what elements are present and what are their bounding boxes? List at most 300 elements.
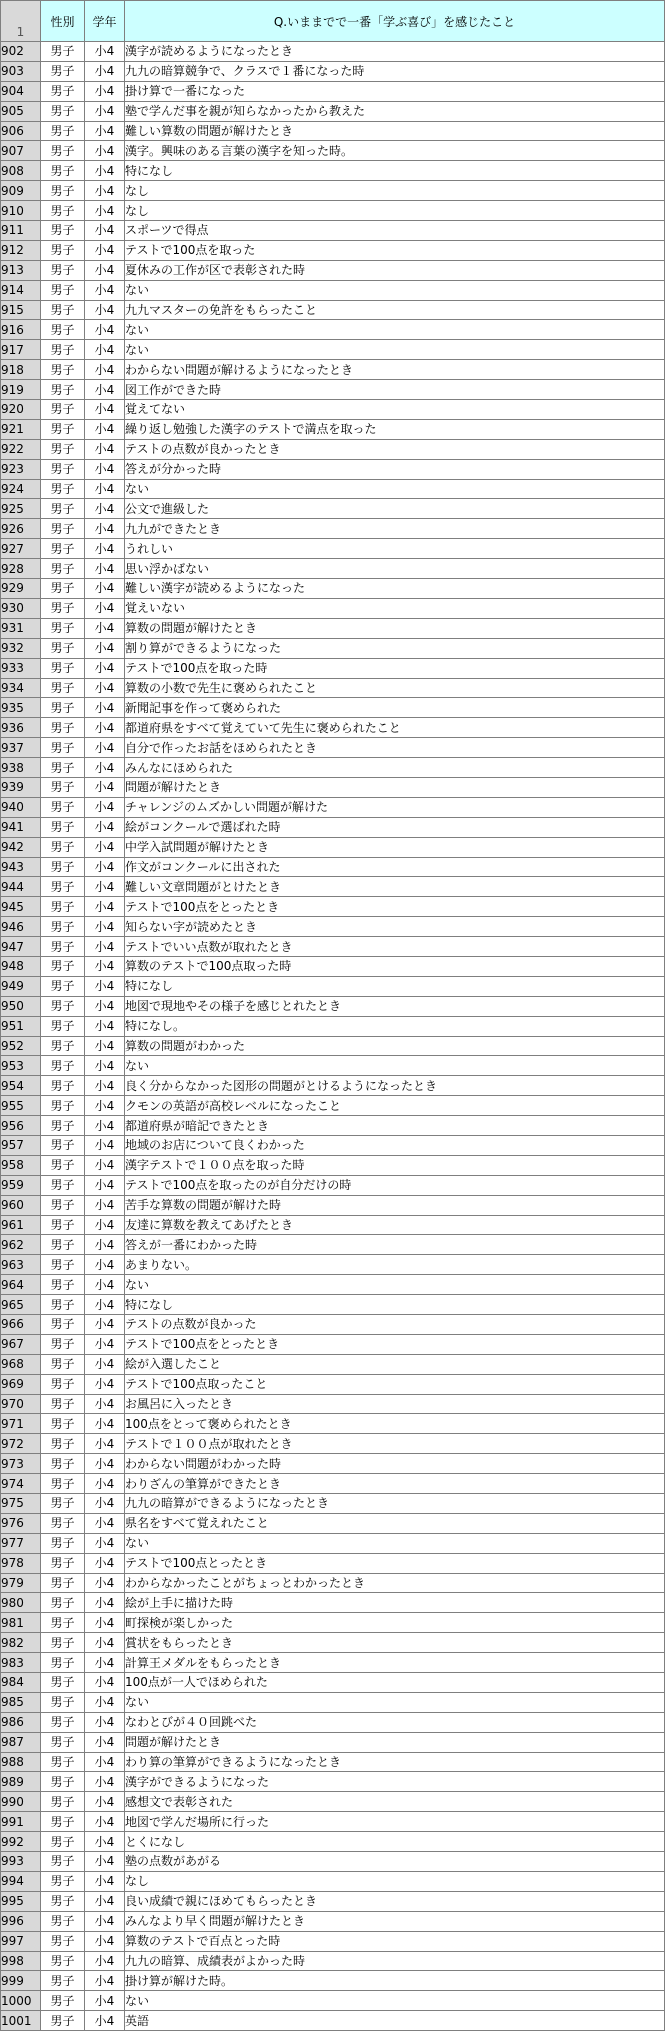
grade-cell[interactable]: 小4: [85, 738, 125, 758]
sex-cell[interactable]: 男子: [41, 837, 85, 857]
sex-cell[interactable]: 男子: [41, 1474, 85, 1494]
answer-cell[interactable]: 九九ができたとき: [125, 519, 665, 539]
answer-cell[interactable]: 苦手な算数の問題が解けた時: [125, 1195, 665, 1215]
row-number-cell[interactable]: 993: [1, 1852, 41, 1872]
answer-cell[interactable]: 良く分からなかった図形の問題がとけるようになったとき: [125, 1076, 665, 1096]
row-number-cell[interactable]: 967: [1, 1334, 41, 1354]
row-number-cell[interactable]: 940: [1, 797, 41, 817]
grade-cell[interactable]: 小4: [85, 81, 125, 101]
row-number-cell[interactable]: 990: [1, 1792, 41, 1812]
row-number-cell[interactable]: 985: [1, 1692, 41, 1712]
row-number-cell[interactable]: 958: [1, 1155, 41, 1175]
row-number-cell[interactable]: 973: [1, 1454, 41, 1474]
answer-cell[interactable]: 問題が解けたとき: [125, 1732, 665, 1752]
grade-cell[interactable]: 小4: [85, 1056, 125, 1076]
row-number-cell[interactable]: 968: [1, 1354, 41, 1374]
row-number-cell[interactable]: 919: [1, 380, 41, 400]
sex-cell[interactable]: 男子: [41, 1573, 85, 1593]
answer-cell[interactable]: 思い浮かばない: [125, 559, 665, 579]
answer-cell[interactable]: 繰り返し勉強した漢字のテストで満点を取った: [125, 419, 665, 439]
answer-cell[interactable]: 漢字。興味のある言葉の漢字を知った時。: [125, 141, 665, 161]
sex-cell[interactable]: 男子: [41, 300, 85, 320]
answer-cell[interactable]: 特になし: [125, 161, 665, 181]
grade-cell[interactable]: 小4: [85, 1852, 125, 1872]
row-number-cell[interactable]: 977: [1, 1533, 41, 1553]
grade-cell[interactable]: 小4: [85, 877, 125, 897]
sex-cell[interactable]: 男子: [41, 181, 85, 201]
row-number-cell[interactable]: 997: [1, 1931, 41, 1951]
grade-cell[interactable]: 小4: [85, 1096, 125, 1116]
grade-cell[interactable]: 小4: [85, 976, 125, 996]
answer-cell[interactable]: 都道府県をすべて覚えていて先生に褒められたこと: [125, 718, 665, 738]
sex-cell[interactable]: 男子: [41, 1374, 85, 1394]
row-number-cell[interactable]: 962: [1, 1235, 41, 1255]
answer-cell[interactable]: 自分で作ったお話をほめられたとき: [125, 738, 665, 758]
grade-cell[interactable]: 小4: [85, 340, 125, 360]
answer-cell[interactable]: 覚えいない: [125, 598, 665, 618]
sex-cell[interactable]: 男子: [41, 1673, 85, 1693]
sex-cell[interactable]: 男子: [41, 81, 85, 101]
sex-cell[interactable]: 男子: [41, 419, 85, 439]
sex-cell[interactable]: 男子: [41, 857, 85, 877]
answer-cell[interactable]: 塾の点数があがる: [125, 1852, 665, 1872]
grade-cell[interactable]: 小4: [85, 658, 125, 678]
row-number-cell[interactable]: 991: [1, 1812, 41, 1832]
row-number-cell[interactable]: 972: [1, 1434, 41, 1454]
answer-cell[interactable]: ない: [125, 320, 665, 340]
row-number-cell[interactable]: 975: [1, 1494, 41, 1514]
grade-cell[interactable]: 小4: [85, 1215, 125, 1235]
answer-cell[interactable]: 良い成績で親にほめてもらったとき: [125, 1891, 665, 1911]
row-number-cell[interactable]: 964: [1, 1275, 41, 1295]
row-number-cell[interactable]: 966: [1, 1315, 41, 1335]
sex-cell[interactable]: 男子: [41, 1155, 85, 1175]
answer-cell[interactable]: 絵がコンクールで選ばれた時: [125, 817, 665, 837]
answer-cell[interactable]: 特になし: [125, 976, 665, 996]
row-number-cell[interactable]: 903: [1, 61, 41, 81]
answer-cell[interactable]: チャレンジのムズかしい問題が解けた: [125, 797, 665, 817]
row-number-cell[interactable]: 992: [1, 1832, 41, 1852]
grade-cell[interactable]: 小4: [85, 1295, 125, 1315]
answer-cell[interactable]: 地図で現地やその様子を感じとれたとき: [125, 996, 665, 1016]
row-number-header[interactable]: 1: [1, 1, 41, 42]
answer-cell[interactable]: 九九の暗算ができるようになったとき: [125, 1494, 665, 1514]
grade-cell[interactable]: 小4: [85, 1334, 125, 1354]
row-number-cell[interactable]: 917: [1, 340, 41, 360]
sex-cell[interactable]: 男子: [41, 340, 85, 360]
answer-cell[interactable]: みんなより早く問題が解けたとき: [125, 1911, 665, 1931]
answer-cell[interactable]: わりざんの筆算ができたとき: [125, 1474, 665, 1494]
grade-cell[interactable]: 小4: [85, 837, 125, 857]
answer-cell[interactable]: 100点が一人でほめられた: [125, 1673, 665, 1693]
grade-cell[interactable]: 小4: [85, 797, 125, 817]
answer-cell[interactable]: 漢字テストで１００点を取った時: [125, 1155, 665, 1175]
grade-cell[interactable]: 小4: [85, 1533, 125, 1553]
row-number-cell[interactable]: 910: [1, 201, 41, 221]
sex-cell[interactable]: 男子: [41, 1175, 85, 1195]
row-number-cell[interactable]: 980: [1, 1593, 41, 1613]
grade-cell[interactable]: 小4: [85, 1036, 125, 1056]
sex-cell[interactable]: 男子: [41, 439, 85, 459]
row-number-cell[interactable]: 999: [1, 1971, 41, 1991]
sex-cell[interactable]: 男子: [41, 559, 85, 579]
answer-cell[interactable]: 掛け算が解けた時。: [125, 1971, 665, 1991]
sex-cell[interactable]: 男子: [41, 479, 85, 499]
answer-cell[interactable]: 割り算ができるようになった: [125, 638, 665, 658]
sex-cell[interactable]: 男子: [41, 1434, 85, 1454]
row-number-cell[interactable]: 960: [1, 1195, 41, 1215]
grade-cell[interactable]: 小4: [85, 201, 125, 221]
answer-cell[interactable]: 漢字ができるようになった: [125, 1772, 665, 1792]
grade-cell[interactable]: 小4: [85, 1692, 125, 1712]
answer-cell[interactable]: わり算の筆算ができるようになったとき: [125, 1752, 665, 1772]
grade-cell[interactable]: 小4: [85, 777, 125, 797]
row-number-cell[interactable]: 942: [1, 837, 41, 857]
sex-cell[interactable]: 男子: [41, 459, 85, 479]
grade-cell[interactable]: 小4: [85, 638, 125, 658]
answer-cell[interactable]: とくになし: [125, 1832, 665, 1852]
answer-cell[interactable]: クモンの英語が高校レベルになったこと: [125, 1096, 665, 1116]
row-number-cell[interactable]: 957: [1, 1135, 41, 1155]
sex-cell[interactable]: 男子: [41, 1255, 85, 1275]
answer-cell[interactable]: なわとびが４０回跳べた: [125, 1712, 665, 1732]
row-number-cell[interactable]: 934: [1, 678, 41, 698]
sex-cell[interactable]: 男子: [41, 101, 85, 121]
grade-cell[interactable]: 小4: [85, 121, 125, 141]
grade-cell[interactable]: 小4: [85, 1513, 125, 1533]
grade-cell[interactable]: 小4: [85, 240, 125, 260]
grade-cell[interactable]: 小4: [85, 559, 125, 579]
answer-cell[interactable]: 絵が入選したこと: [125, 1354, 665, 1374]
row-number-cell[interactable]: 920: [1, 400, 41, 420]
grade-cell[interactable]: 小4: [85, 300, 125, 320]
sex-cell[interactable]: 男子: [41, 1016, 85, 1036]
answer-cell[interactable]: あまりない。: [125, 1255, 665, 1275]
sex-cell[interactable]: 男子: [41, 1812, 85, 1832]
sex-cell[interactable]: 男子: [41, 1096, 85, 1116]
grade-cell[interactable]: 小4: [85, 1135, 125, 1155]
grade-cell[interactable]: 小4: [85, 1871, 125, 1891]
row-number-cell[interactable]: 914: [1, 280, 41, 300]
answer-cell[interactable]: 覚えてない: [125, 400, 665, 420]
sex-cell[interactable]: 男子: [41, 1215, 85, 1235]
grade-cell[interactable]: 小4: [85, 439, 125, 459]
grade-cell[interactable]: 小4: [85, 1394, 125, 1414]
sex-cell[interactable]: 男子: [41, 1951, 85, 1971]
answer-cell[interactable]: 難しい文章問題がとけたとき: [125, 877, 665, 897]
row-number-cell[interactable]: 988: [1, 1752, 41, 1772]
answer-cell[interactable]: 賞状をもらったとき: [125, 1633, 665, 1653]
grade-cell[interactable]: 小4: [85, 141, 125, 161]
grade-cell[interactable]: 小4: [85, 1235, 125, 1255]
sex-cell[interactable]: 男子: [41, 320, 85, 340]
row-number-cell[interactable]: 944: [1, 877, 41, 897]
row-number-cell[interactable]: 906: [1, 121, 41, 141]
row-number-cell[interactable]: 959: [1, 1175, 41, 1195]
grade-cell[interactable]: 小4: [85, 1454, 125, 1474]
grade-cell[interactable]: 小4: [85, 1354, 125, 1374]
answer-cell[interactable]: ない: [125, 1991, 665, 2011]
row-number-cell[interactable]: 979: [1, 1573, 41, 1593]
sex-cell[interactable]: 男子: [41, 1295, 85, 1315]
grade-cell[interactable]: 小4: [85, 698, 125, 718]
sex-cell[interactable]: 男子: [41, 777, 85, 797]
row-number-cell[interactable]: 974: [1, 1474, 41, 1494]
grade-cell[interactable]: 小4: [85, 161, 125, 181]
sex-cell[interactable]: 男子: [41, 618, 85, 638]
row-number-cell[interactable]: 946: [1, 917, 41, 937]
row-number-cell[interactable]: 936: [1, 718, 41, 738]
sex-cell[interactable]: 男子: [41, 1354, 85, 1374]
sex-cell[interactable]: 男子: [41, 1414, 85, 1434]
row-number-cell[interactable]: 916: [1, 320, 41, 340]
sex-cell[interactable]: 男子: [41, 1076, 85, 1096]
answer-cell[interactable]: ない: [125, 1275, 665, 1295]
answer-cell[interactable]: テストで100点を取った時: [125, 658, 665, 678]
grade-cell[interactable]: 小4: [85, 1315, 125, 1335]
answer-cell[interactable]: 算数の小数で先生に褒められたこと: [125, 678, 665, 698]
answer-cell[interactable]: 町探検が楽しかった: [125, 1613, 665, 1633]
row-number-cell[interactable]: 907: [1, 141, 41, 161]
grade-cell[interactable]: 小4: [85, 1732, 125, 1752]
sex-cell[interactable]: 男子: [41, 1513, 85, 1533]
row-number-cell[interactable]: 984: [1, 1673, 41, 1693]
answer-cell[interactable]: テストでいい点数が取れたとき: [125, 937, 665, 957]
grade-cell[interactable]: 小4: [85, 280, 125, 300]
answer-cell[interactable]: 特になし。: [125, 1016, 665, 1036]
grade-cell[interactable]: 小4: [85, 1911, 125, 1931]
sex-cell[interactable]: 男子: [41, 718, 85, 738]
grade-cell[interactable]: 小4: [85, 1752, 125, 1772]
sex-cell[interactable]: 男子: [41, 937, 85, 957]
grade-cell[interactable]: 小4: [85, 1374, 125, 1394]
row-number-cell[interactable]: 911: [1, 221, 41, 241]
answer-cell[interactable]: 感想文で表彰された: [125, 1792, 665, 1812]
grade-cell[interactable]: 小4: [85, 2011, 125, 2031]
grade-cell[interactable]: 小4: [85, 1991, 125, 2011]
sex-cell[interactable]: 男子: [41, 1752, 85, 1772]
answer-cell[interactable]: テストで１００点が取れたとき: [125, 1434, 665, 1454]
grade-cell[interactable]: 小4: [85, 917, 125, 937]
row-number-cell[interactable]: 1001: [1, 2011, 41, 2031]
sex-cell[interactable]: 男子: [41, 1971, 85, 1991]
row-number-cell[interactable]: 986: [1, 1712, 41, 1732]
row-number-cell[interactable]: 918: [1, 360, 41, 380]
row-number-cell[interactable]: 947: [1, 937, 41, 957]
answer-cell[interactable]: 掛け算で一番になった: [125, 81, 665, 101]
question-column-header[interactable]: Q.いままでで一番「学ぶ喜び」を感じたこと: [125, 1, 665, 42]
row-number-cell[interactable]: 948: [1, 956, 41, 976]
row-number-cell[interactable]: 909: [1, 181, 41, 201]
answer-cell[interactable]: 中学入試問題が解けたとき: [125, 837, 665, 857]
answer-cell[interactable]: 答えが一番にわかった時: [125, 1235, 665, 1255]
answer-cell[interactable]: ない: [125, 479, 665, 499]
grade-cell[interactable]: 小4: [85, 1494, 125, 1514]
sex-cell[interactable]: 男子: [41, 1394, 85, 1414]
sex-cell[interactable]: 男子: [41, 42, 85, 62]
answer-cell[interactable]: 答えが分かった時: [125, 459, 665, 479]
sex-cell[interactable]: 男子: [41, 1792, 85, 1812]
grade-cell[interactable]: 小4: [85, 419, 125, 439]
grade-cell[interactable]: 小4: [85, 1195, 125, 1215]
grade-cell[interactable]: 小4: [85, 400, 125, 420]
answer-cell[interactable]: ない: [125, 340, 665, 360]
sex-cell[interactable]: 男子: [41, 956, 85, 976]
grade-cell[interactable]: 小4: [85, 956, 125, 976]
row-number-cell[interactable]: 930: [1, 598, 41, 618]
grade-cell[interactable]: 小4: [85, 579, 125, 599]
grade-cell[interactable]: 小4: [85, 1891, 125, 1911]
sex-column-header[interactable]: 性別: [41, 1, 85, 42]
sex-cell[interactable]: 男子: [41, 1832, 85, 1852]
answer-cell[interactable]: 友達に算数を教えてあげたとき: [125, 1215, 665, 1235]
answer-cell[interactable]: 算数のテストで100点取った時: [125, 956, 665, 976]
row-number-cell[interactable]: 928: [1, 559, 41, 579]
answer-cell[interactable]: テストで100点を取ったのが自分だけの時: [125, 1175, 665, 1195]
row-number-cell[interactable]: 932: [1, 638, 41, 658]
row-number-cell[interactable]: 924: [1, 479, 41, 499]
row-number-cell[interactable]: 981: [1, 1613, 41, 1633]
sex-cell[interactable]: 男子: [41, 1533, 85, 1553]
grade-cell[interactable]: 小4: [85, 1474, 125, 1494]
grade-cell[interactable]: 小4: [85, 1573, 125, 1593]
grade-cell[interactable]: 小4: [85, 897, 125, 917]
sex-cell[interactable]: 男子: [41, 1871, 85, 1891]
row-number-cell[interactable]: 931: [1, 618, 41, 638]
answer-cell[interactable]: 新聞記事を作って褒められた: [125, 698, 665, 718]
row-number-cell[interactable]: 933: [1, 658, 41, 678]
grade-cell[interactable]: 小4: [85, 718, 125, 738]
row-number-cell[interactable]: 978: [1, 1553, 41, 1573]
sex-cell[interactable]: 男子: [41, 360, 85, 380]
grade-cell[interactable]: 小4: [85, 101, 125, 121]
row-number-cell[interactable]: 971: [1, 1414, 41, 1434]
row-number-cell[interactable]: 902: [1, 42, 41, 62]
answer-cell[interactable]: 算数の問題が解けたとき: [125, 618, 665, 638]
grade-cell[interactable]: 小4: [85, 618, 125, 638]
grade-cell[interactable]: 小4: [85, 499, 125, 519]
row-number-cell[interactable]: 921: [1, 419, 41, 439]
row-number-cell[interactable]: 955: [1, 1096, 41, 1116]
grade-cell[interactable]: 小4: [85, 519, 125, 539]
answer-cell[interactable]: ない: [125, 1056, 665, 1076]
sex-cell[interactable]: 男子: [41, 1852, 85, 1872]
row-number-cell[interactable]: 952: [1, 1036, 41, 1056]
sex-cell[interactable]: 男子: [41, 1056, 85, 1076]
grade-cell[interactable]: 小4: [85, 996, 125, 1016]
row-number-cell[interactable]: 941: [1, 817, 41, 837]
sex-cell[interactable]: 男子: [41, 1334, 85, 1354]
grade-cell[interactable]: 小4: [85, 1971, 125, 1991]
row-number-cell[interactable]: 939: [1, 777, 41, 797]
answer-cell[interactable]: テストで100点とったとき: [125, 1553, 665, 1573]
sex-cell[interactable]: 男子: [41, 1931, 85, 1951]
sex-cell[interactable]: 男子: [41, 917, 85, 937]
answer-cell[interactable]: 作文がコンクールに出された: [125, 857, 665, 877]
sex-cell[interactable]: 男子: [41, 817, 85, 837]
sex-cell[interactable]: 男子: [41, 2011, 85, 2031]
answer-cell[interactable]: テストの点数が良かった: [125, 1315, 665, 1335]
answer-cell[interactable]: テストで100点を取った: [125, 240, 665, 260]
sex-cell[interactable]: 男子: [41, 519, 85, 539]
grade-cell[interactable]: 小4: [85, 1076, 125, 1096]
sex-cell[interactable]: 男子: [41, 380, 85, 400]
sex-cell[interactable]: 男子: [41, 1553, 85, 1573]
row-number-cell[interactable]: 998: [1, 1951, 41, 1971]
grade-cell[interactable]: 小4: [85, 459, 125, 479]
row-number-cell[interactable]: 969: [1, 1374, 41, 1394]
row-number-cell[interactable]: 923: [1, 459, 41, 479]
grade-cell[interactable]: 小4: [85, 1712, 125, 1732]
row-number-cell[interactable]: 995: [1, 1891, 41, 1911]
row-number-cell[interactable]: 953: [1, 1056, 41, 1076]
answer-cell[interactable]: 漢字が読めるようになったとき: [125, 42, 665, 62]
answer-cell[interactable]: テストの点数が良かったとき: [125, 439, 665, 459]
sex-cell[interactable]: 男子: [41, 1613, 85, 1633]
sex-cell[interactable]: 男子: [41, 976, 85, 996]
answer-cell[interactable]: スポーツで得点: [125, 221, 665, 241]
sex-cell[interactable]: 男子: [41, 1235, 85, 1255]
grade-cell[interactable]: 小4: [85, 817, 125, 837]
row-number-cell[interactable]: 956: [1, 1116, 41, 1136]
answer-cell[interactable]: テストで100点取ったこと: [125, 1374, 665, 1394]
sex-cell[interactable]: 男子: [41, 201, 85, 221]
row-number-cell[interactable]: 982: [1, 1633, 41, 1653]
sex-cell[interactable]: 男子: [41, 598, 85, 618]
answer-cell[interactable]: 絵が上手に描けた時: [125, 1593, 665, 1613]
grade-cell[interactable]: 小4: [85, 1792, 125, 1812]
answer-cell[interactable]: 九九の暗算、成績表がよかった時: [125, 1951, 665, 1971]
sex-cell[interactable]: 男子: [41, 638, 85, 658]
sex-cell[interactable]: 男子: [41, 1991, 85, 2011]
row-number-cell[interactable]: 983: [1, 1653, 41, 1673]
sex-cell[interactable]: 男子: [41, 698, 85, 718]
answer-cell[interactable]: お風呂に入ったとき: [125, 1394, 665, 1414]
sex-cell[interactable]: 男子: [41, 240, 85, 260]
row-number-cell[interactable]: 994: [1, 1871, 41, 1891]
sex-cell[interactable]: 男子: [41, 61, 85, 81]
row-number-cell[interactable]: 951: [1, 1016, 41, 1036]
answer-cell[interactable]: うれしい: [125, 539, 665, 559]
row-number-cell[interactable]: 963: [1, 1255, 41, 1275]
grade-cell[interactable]: 小4: [85, 1772, 125, 1792]
sex-cell[interactable]: 男子: [41, 1195, 85, 1215]
grade-cell[interactable]: 小4: [85, 857, 125, 877]
row-number-cell[interactable]: 976: [1, 1513, 41, 1533]
sex-cell[interactable]: 男子: [41, 260, 85, 280]
row-number-cell[interactable]: 1000: [1, 1991, 41, 2011]
grade-cell[interactable]: 小4: [85, 758, 125, 778]
sex-cell[interactable]: 男子: [41, 1772, 85, 1792]
grade-cell[interactable]: 小4: [85, 1931, 125, 1951]
row-number-cell[interactable]: 945: [1, 897, 41, 917]
answer-cell[interactable]: テストで100点をとったとき: [125, 897, 665, 917]
grade-cell[interactable]: 小4: [85, 539, 125, 559]
answer-cell[interactable]: ない: [125, 1692, 665, 1712]
answer-cell[interactable]: わからない問題が解けるようになったとき: [125, 360, 665, 380]
row-number-cell[interactable]: 961: [1, 1215, 41, 1235]
row-number-cell[interactable]: 989: [1, 1772, 41, 1792]
row-number-cell[interactable]: 935: [1, 698, 41, 718]
grade-cell[interactable]: 小4: [85, 1175, 125, 1195]
sex-cell[interactable]: 男子: [41, 996, 85, 1016]
answer-cell[interactable]: 夏休みの工作が区で表彰された時: [125, 260, 665, 280]
row-number-cell[interactable]: 912: [1, 240, 41, 260]
sex-cell[interactable]: 男子: [41, 658, 85, 678]
row-number-cell[interactable]: 922: [1, 439, 41, 459]
sex-cell[interactable]: 男子: [41, 738, 85, 758]
row-number-cell[interactable]: 927: [1, 539, 41, 559]
